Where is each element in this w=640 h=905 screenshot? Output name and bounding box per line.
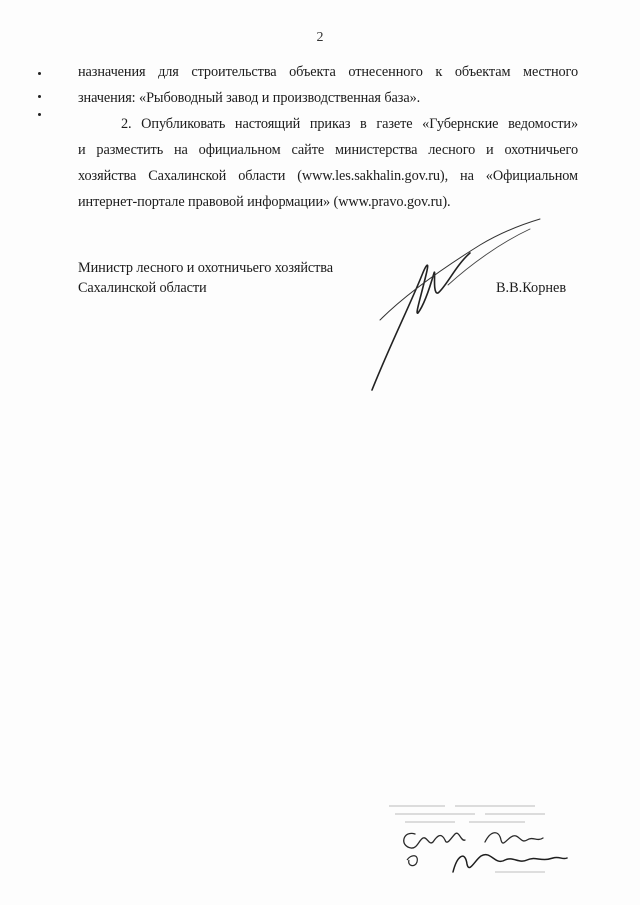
margin-mark [38, 72, 41, 75]
signatory-title-line-1: Министр лесного и охотничьего хозяйства [78, 260, 334, 276]
body-line-3: 2. Опубликовать настоящий приказ в газете «Губернские ведомости» [121, 116, 578, 132]
margin-mark [38, 113, 41, 116]
handwritten-signature [360, 215, 560, 395]
approval-annotation [395, 820, 575, 880]
signatory-title-line-2: Сахалинской области [78, 280, 207, 296]
page-number: 2 [316, 30, 324, 45]
body-line-4: и разместить на официальном сайте министерства лесного и охотничьего [78, 142, 578, 158]
body-line-5: хозяйства Сахалинской области (www.les.sakhalin.gov.ru), на «Официальном [78, 168, 578, 184]
body-line-1: назначения для строительства объекта отнесенного к объектам местного [78, 64, 578, 80]
margin-mark [38, 95, 41, 98]
signatory-name: В.В.Корнев [496, 280, 567, 296]
body-line-6: интернет-портале правовой информации» (www.pravo.gov.ru). [78, 194, 451, 210]
body-line-2: значения: «Рыбоводный завод и производственная база». [78, 90, 421, 106]
